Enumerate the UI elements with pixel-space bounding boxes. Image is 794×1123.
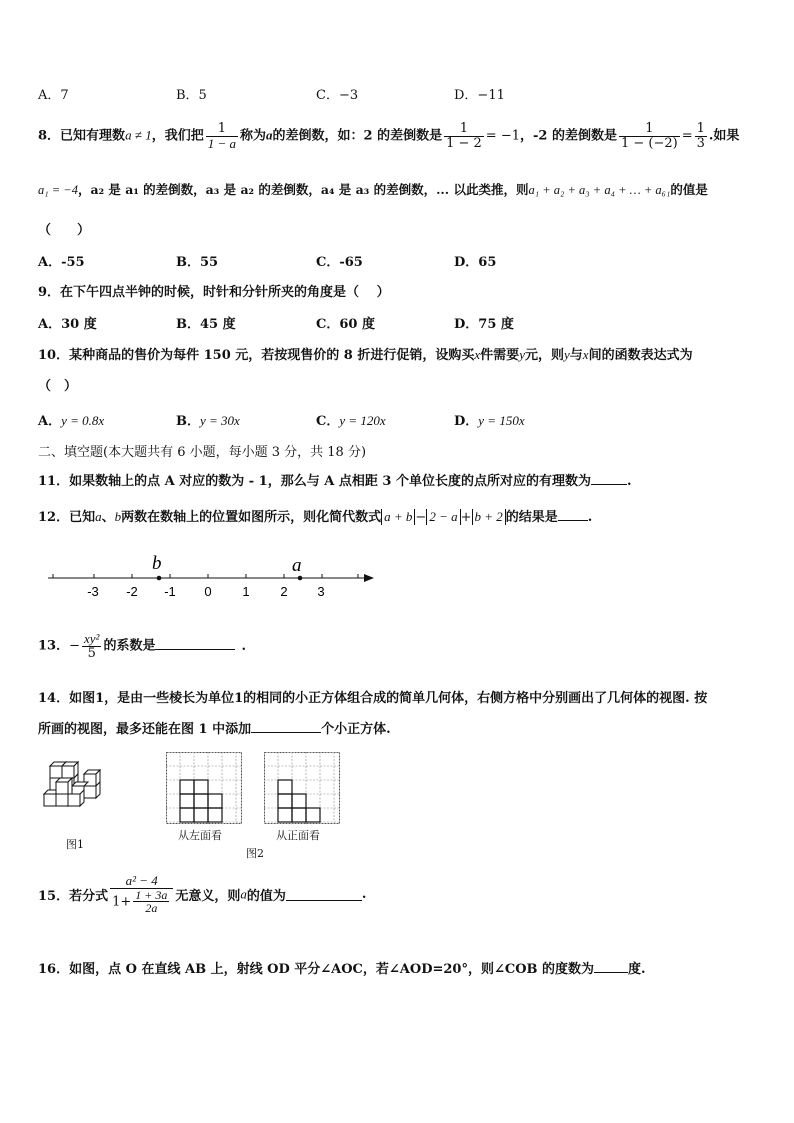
front-view-grid [264, 752, 340, 824]
tick-label-2: 2 [280, 584, 288, 599]
q7-option-c: C．−3 [316, 88, 359, 103]
q9-option-a: A．30 度 [38, 317, 97, 332]
q9-text: 9．在下午四点半钟的时候，时针和分针所夹的角度是（ ） [38, 285, 390, 300]
fig1-caption: 图1 [66, 838, 84, 851]
tick-label-3: 3 [317, 584, 325, 599]
q8-paren: （ ） [38, 223, 91, 238]
q16-text: 16．如图，点 O 在直线 AB 上，射线 OD 平分∠AOC，若∠AOD=20°，则∠COB 的度数为 度. [38, 962, 646, 977]
q14-line1: 14．如图1，是由一些棱长为单位1的相同的小正方体组合成的简单几何体，右侧方格中分别画出了几何体的视图. 按 [38, 691, 708, 706]
q10-text: 10．某种商品的售价为每件 150 元，若按现售价的 8 折进行促销，设购买x件需要y元，则y与x间的函数表达式为 [38, 347, 693, 363]
q10-option-b: B．y = 30x [176, 413, 240, 429]
front-view-caption: 从正面看 [276, 829, 320, 842]
label-b: b [152, 553, 162, 574]
q8-option-d: D．65 [454, 255, 497, 270]
q10-option-a: A．y = 0.8x [38, 413, 105, 429]
tick-label-m3: -3 [87, 584, 99, 599]
label-a: a [292, 555, 302, 576]
q15-text: 15．若分式 a² − 4 1+ $\frac{1 + 3a}{2a}$ 无意义，则a的值为 . [38, 873, 367, 916]
q9-option-c: C．60 度 [316, 317, 375, 332]
q12-text: 12．已知a、b两数在数轴上的位置如图所示，则化简代数式 a + b − 2 − a + b + 2 的结果是 . [38, 509, 593, 525]
tick-label-1: 1 [242, 584, 250, 599]
q9-option-b: B．45 度 [176, 317, 236, 332]
tick-label-m2: -2 [126, 584, 138, 599]
q7-option-d: D．−11 [454, 88, 505, 103]
tick-label-m1: -1 [164, 584, 176, 599]
q13-text: 13．− $\frac{\text{xy²}}{5}$ 的系数是 . [38, 631, 246, 661]
point-a [298, 576, 303, 581]
tick-label-0: 0 [204, 584, 212, 599]
q8-line1: 8．已知有理数a ≠ 1，我们把 $\frac{1}{1 - a}$ 称为a的差倒数，如：2 的差倒数是 $\frac{1}{1 - 2}$ = −1，-2 的差倒数是 $\frac{1}{1 - (-2)}$ = $\frac{1}{3}$ .如果 [38, 121, 740, 151]
q7-option-a: A．7 [38, 88, 69, 103]
number-line [40, 550, 380, 602]
q7-option-b: B．5 [176, 88, 207, 103]
q10-option-c: C．y = 120x [316, 413, 386, 429]
point-b [157, 576, 162, 581]
left-view-grid [166, 752, 242, 824]
q14-line2: 所画的视图，最多还能在图 1 中添加 个小正方体. [38, 722, 391, 737]
left-view-caption: 从左面看 [178, 829, 222, 842]
q8-option-b: B．55 [176, 255, 219, 270]
fig2-caption: 图2 [246, 847, 264, 860]
q10-option-d: D．y = 150x [454, 413, 525, 429]
q9-option-d: D．75 度 [454, 317, 514, 332]
q11-text: 11．如果数轴上的点 A 对应的数为 - 1，那么与 A 点相距 3 个单位长度的点所对应的有理数为 . [38, 474, 632, 489]
q10-paren: （ ） [38, 379, 78, 394]
q8-line2: a₁ = −4，a₂ 是 a₁ 的差倒数，a₃ 是 a₂ 的差倒数，a₄ 是 a₃ 的差倒数，... 以此类推，则a₁ + a₂ + a₃ + a₄ + … + a₆₁的值是 [38, 182, 708, 197]
q8-option-c: C．-65 [316, 255, 363, 270]
q8-option-a: A．-55 [38, 255, 85, 270]
section-heading: 二、填空题(本大题共有 6 小题，每小题 3 分，共 18 分) [38, 445, 367, 460]
fig1-cubes [40, 758, 110, 816]
